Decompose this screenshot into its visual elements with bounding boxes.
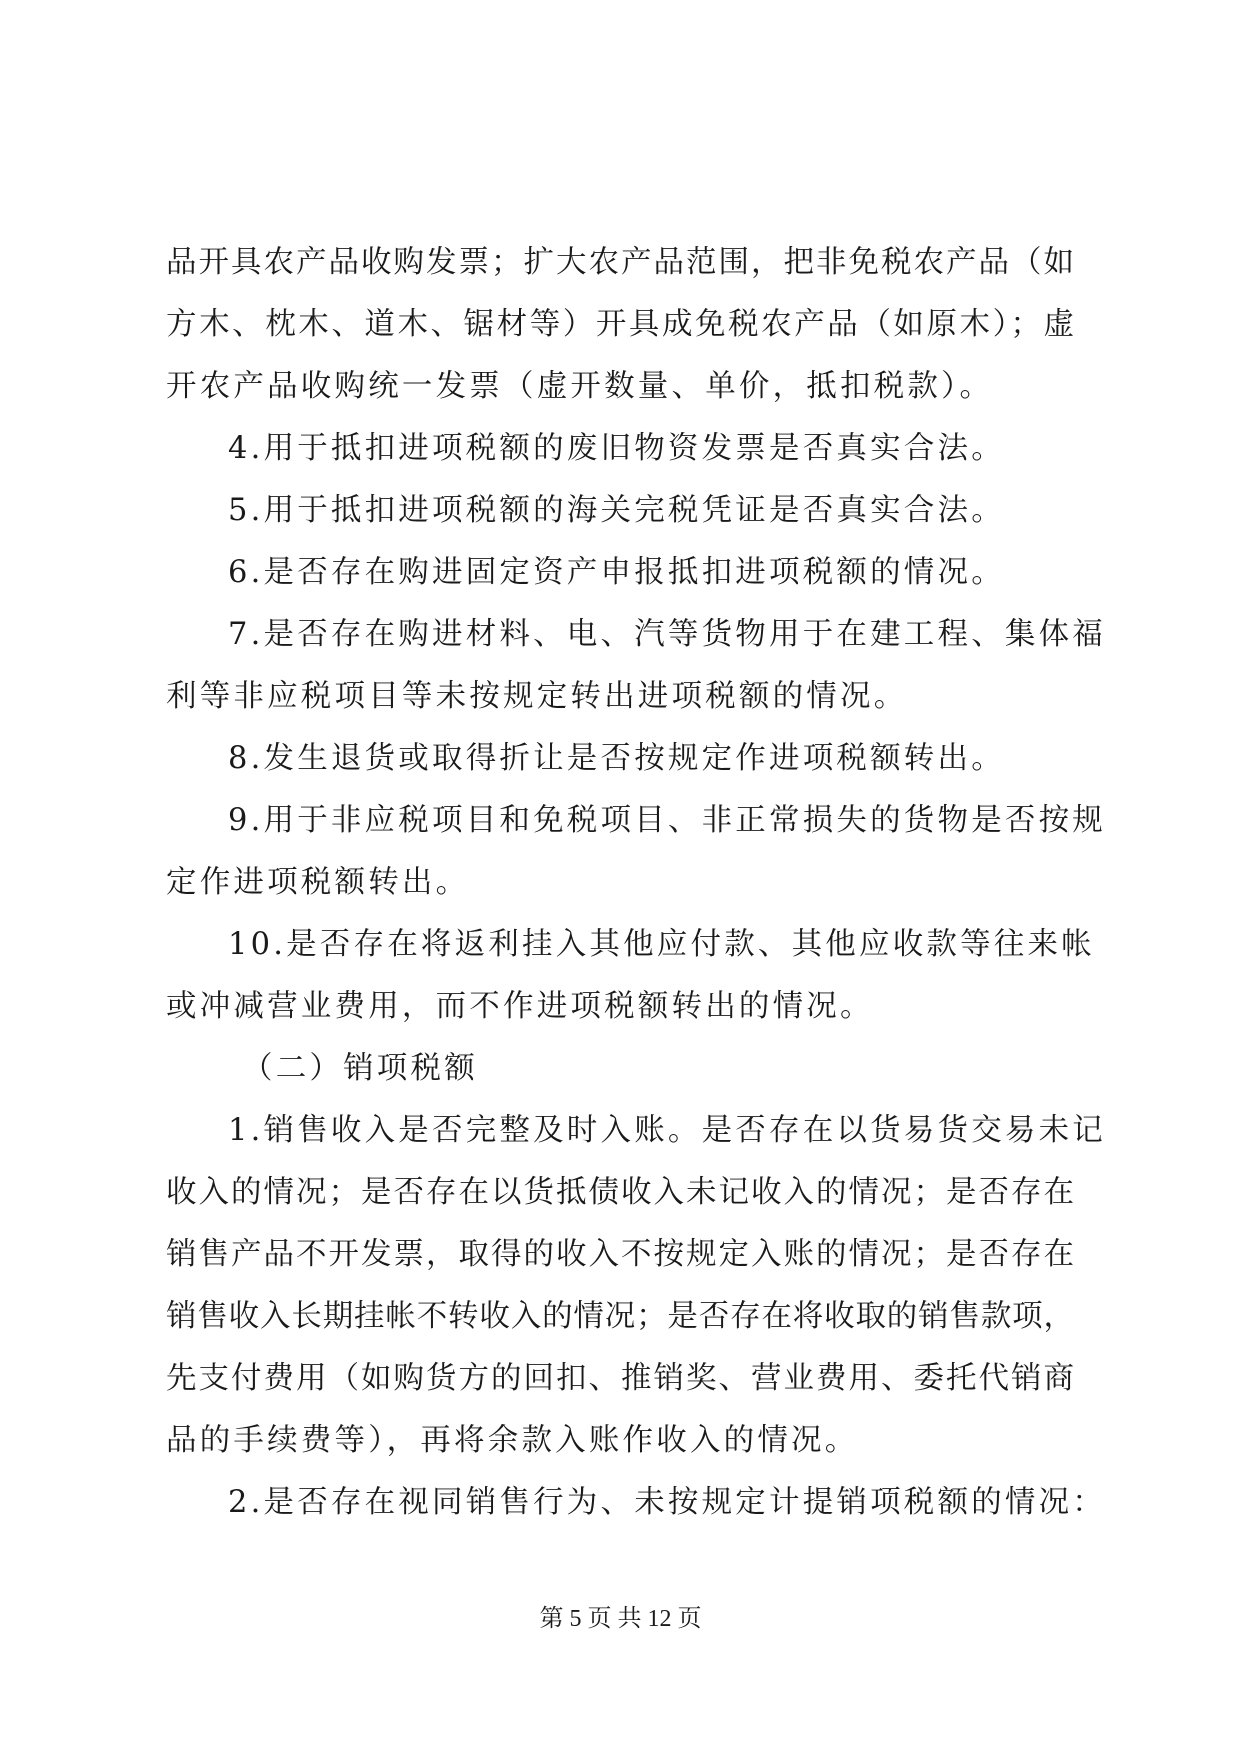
text-line: 销售收入长期挂帐不转收入的情况；是否存在将收取的销售款项，: [166, 1299, 1074, 1334]
text-line: 4.用于抵扣进项税额的废旧物资发票是否真实合法。: [228, 431, 1005, 466]
text-line: 7.是否存在购进材料、电、汽等货物用于在建工程、集体福: [228, 617, 1106, 652]
section-heading: （二）销项税额: [242, 1051, 478, 1086]
text-line: 利等非应税项目等未按规定转出进项税额的情况。: [166, 679, 908, 714]
text-line: 品开具农产品收购发票；扩大农产品范围，把非免税农产品（如: [166, 245, 1074, 280]
text-line: 先支付费用（如购货方的回扣、推销奖、营业费用、委托代销商: [166, 1361, 1074, 1396]
text-line: 10.是否存在将返利挂入其他应付款、其他应收款等往来帐: [228, 927, 1095, 962]
text-line: 定作进项税额转出。: [166, 865, 470, 900]
text-line: 或冲减营业费用，而不作进项税额转出的情况。: [166, 989, 874, 1024]
text-line: 5.用于抵扣进项税额的海关完税凭证是否真实合法。: [228, 493, 1005, 528]
text-line: 方木、枕木、道木、锯材等）开具成免税农产品（如原木）；虚: [166, 307, 1074, 342]
text-line: 9.用于非应税项目和免税项目、非正常损失的货物是否按规: [228, 803, 1106, 838]
page-footer: 第 5 页 共 12 页: [539, 1606, 702, 1632]
text-line: 销售产品不开发票，取得的收入不按规定入账的情况；是否存在: [166, 1237, 1074, 1272]
text-line: 2.是否存在视同销售行为、未按规定计提销项税额的情况：: [228, 1485, 1106, 1520]
text-line: 8.发生退货或取得折让是否按规定作进项税额转出。: [228, 741, 1005, 776]
text-line: 开农产品收购统一发票（虚开数量、单价，抵扣税款）。: [166, 369, 994, 404]
text-line: 收入的情况；是否存在以货抵债收入未记收入的情况；是否存在: [166, 1175, 1074, 1210]
text-line: 1.销售收入是否完整及时入账。是否存在以货易货交易未记: [228, 1113, 1106, 1148]
text-line: 品的手续费等），再将余款入账作收入的情况。: [166, 1423, 859, 1458]
text-line: 6.是否存在购进固定资产申报抵扣进项税额的情况。: [228, 555, 1005, 590]
body-text: [166, 232, 1106, 1534]
